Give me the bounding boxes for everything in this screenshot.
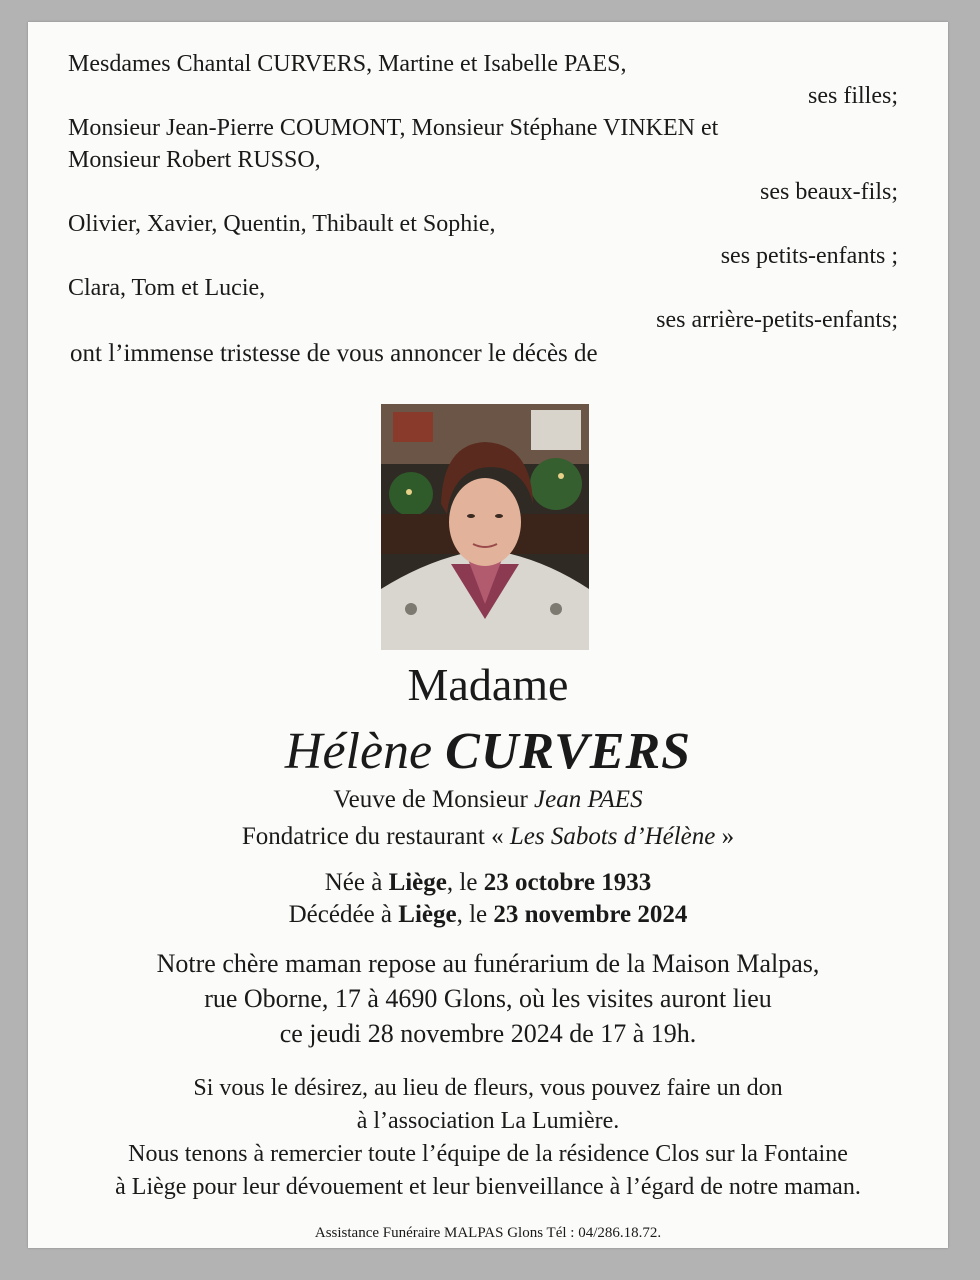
family-line-sons-in-law-relation: ses beaux-fils; — [760, 179, 898, 205]
family-list — [68, 48, 898, 336]
died-mid: , le — [456, 901, 488, 928]
visitation-line: Notre chère maman repose au funérarium de la Maison Malpas, — [156, 949, 820, 978]
donation-line: à l’association La Lumière. — [356, 1108, 620, 1134]
founder-suffix: » — [721, 823, 735, 850]
born-place: Liège — [388, 869, 447, 896]
obituary-sheet — [28, 22, 948, 1248]
born-mid: , le — [446, 869, 478, 896]
died-place: Liège — [398, 901, 457, 928]
family-line-grandchildren-relation: ses petits-enfants ; — [720, 243, 898, 269]
deceased-title: Madame — [407, 659, 569, 710]
birth-line — [28, 869, 948, 897]
family-line-daughters-relation: ses filles; — [808, 83, 898, 109]
announcement-intro: ont l’immense tristesse de vous annoncer le décès de — [70, 340, 598, 367]
died-date: 23 novembre 2024 — [493, 901, 688, 928]
visitation-line: rue Oborne, 17 à 4690 Glons, où les visites auront lieu — [204, 984, 772, 1013]
deceased-last-name: CURVERS — [445, 723, 692, 780]
born-prefix: Née à — [324, 869, 383, 896]
widow-name: Jean PAES — [534, 786, 643, 813]
visitation-info — [28, 946, 948, 1051]
deceased-first-name: Hélène — [284, 723, 433, 780]
founder-line — [28, 823, 948, 851]
thanks-line: à Liège pour leur dévouement et leur bienveillance à l’égard de notre maman. — [115, 1174, 861, 1200]
deceased-name — [28, 722, 948, 781]
family-line-sons-in-law-names-1: Monsieur Jean-Pierre COUMONT, Monsieur Stéphane VINKEN et — [68, 115, 719, 141]
born-date: 23 octobre 1933 — [483, 869, 652, 896]
restaurant-name: Les Sabots d’Hélène — [509, 823, 716, 850]
founder-prefix: Fondatrice du restaurant « — [241, 823, 504, 850]
visitation-line: ce jeudi 28 novembre 2024 de 17 à 19h. — [279, 1019, 697, 1048]
thanks-line: Nous tenons à remercier toute l’équipe de la résidence Clos sur la Fontaine — [128, 1141, 848, 1167]
widow-line — [28, 786, 948, 814]
donation-line: Si vous le désirez, au lieu de fleurs, vous pouvez faire un don — [193, 1075, 783, 1101]
widow-prefix: Veuve de Monsieur — [333, 786, 528, 813]
closing-text — [28, 1072, 948, 1204]
family-line-sons-in-law-names-2: Monsieur Robert RUSSO, — [68, 147, 321, 173]
death-line — [28, 901, 948, 929]
died-prefix: Décédée à — [288, 901, 393, 928]
family-line-great-grandchildren-relation: ses arrière-petits-enfants; — [656, 307, 898, 333]
family-line-daughters-names: Mesdames Chantal CURVERS, Martine et Isabelle PAES, — [68, 51, 627, 77]
family-line-grandchildren-names: Olivier, Xavier, Quentin, Thibault et Sophie, — [68, 211, 496, 237]
portrait-photo — [381, 404, 589, 650]
funeral-service-footer: Assistance Funéraire MALPAS Glons Tél : 04/286.18.72. — [314, 1225, 662, 1241]
family-line-great-grandchildren-names: Clara, Tom et Lucie, — [68, 275, 266, 301]
